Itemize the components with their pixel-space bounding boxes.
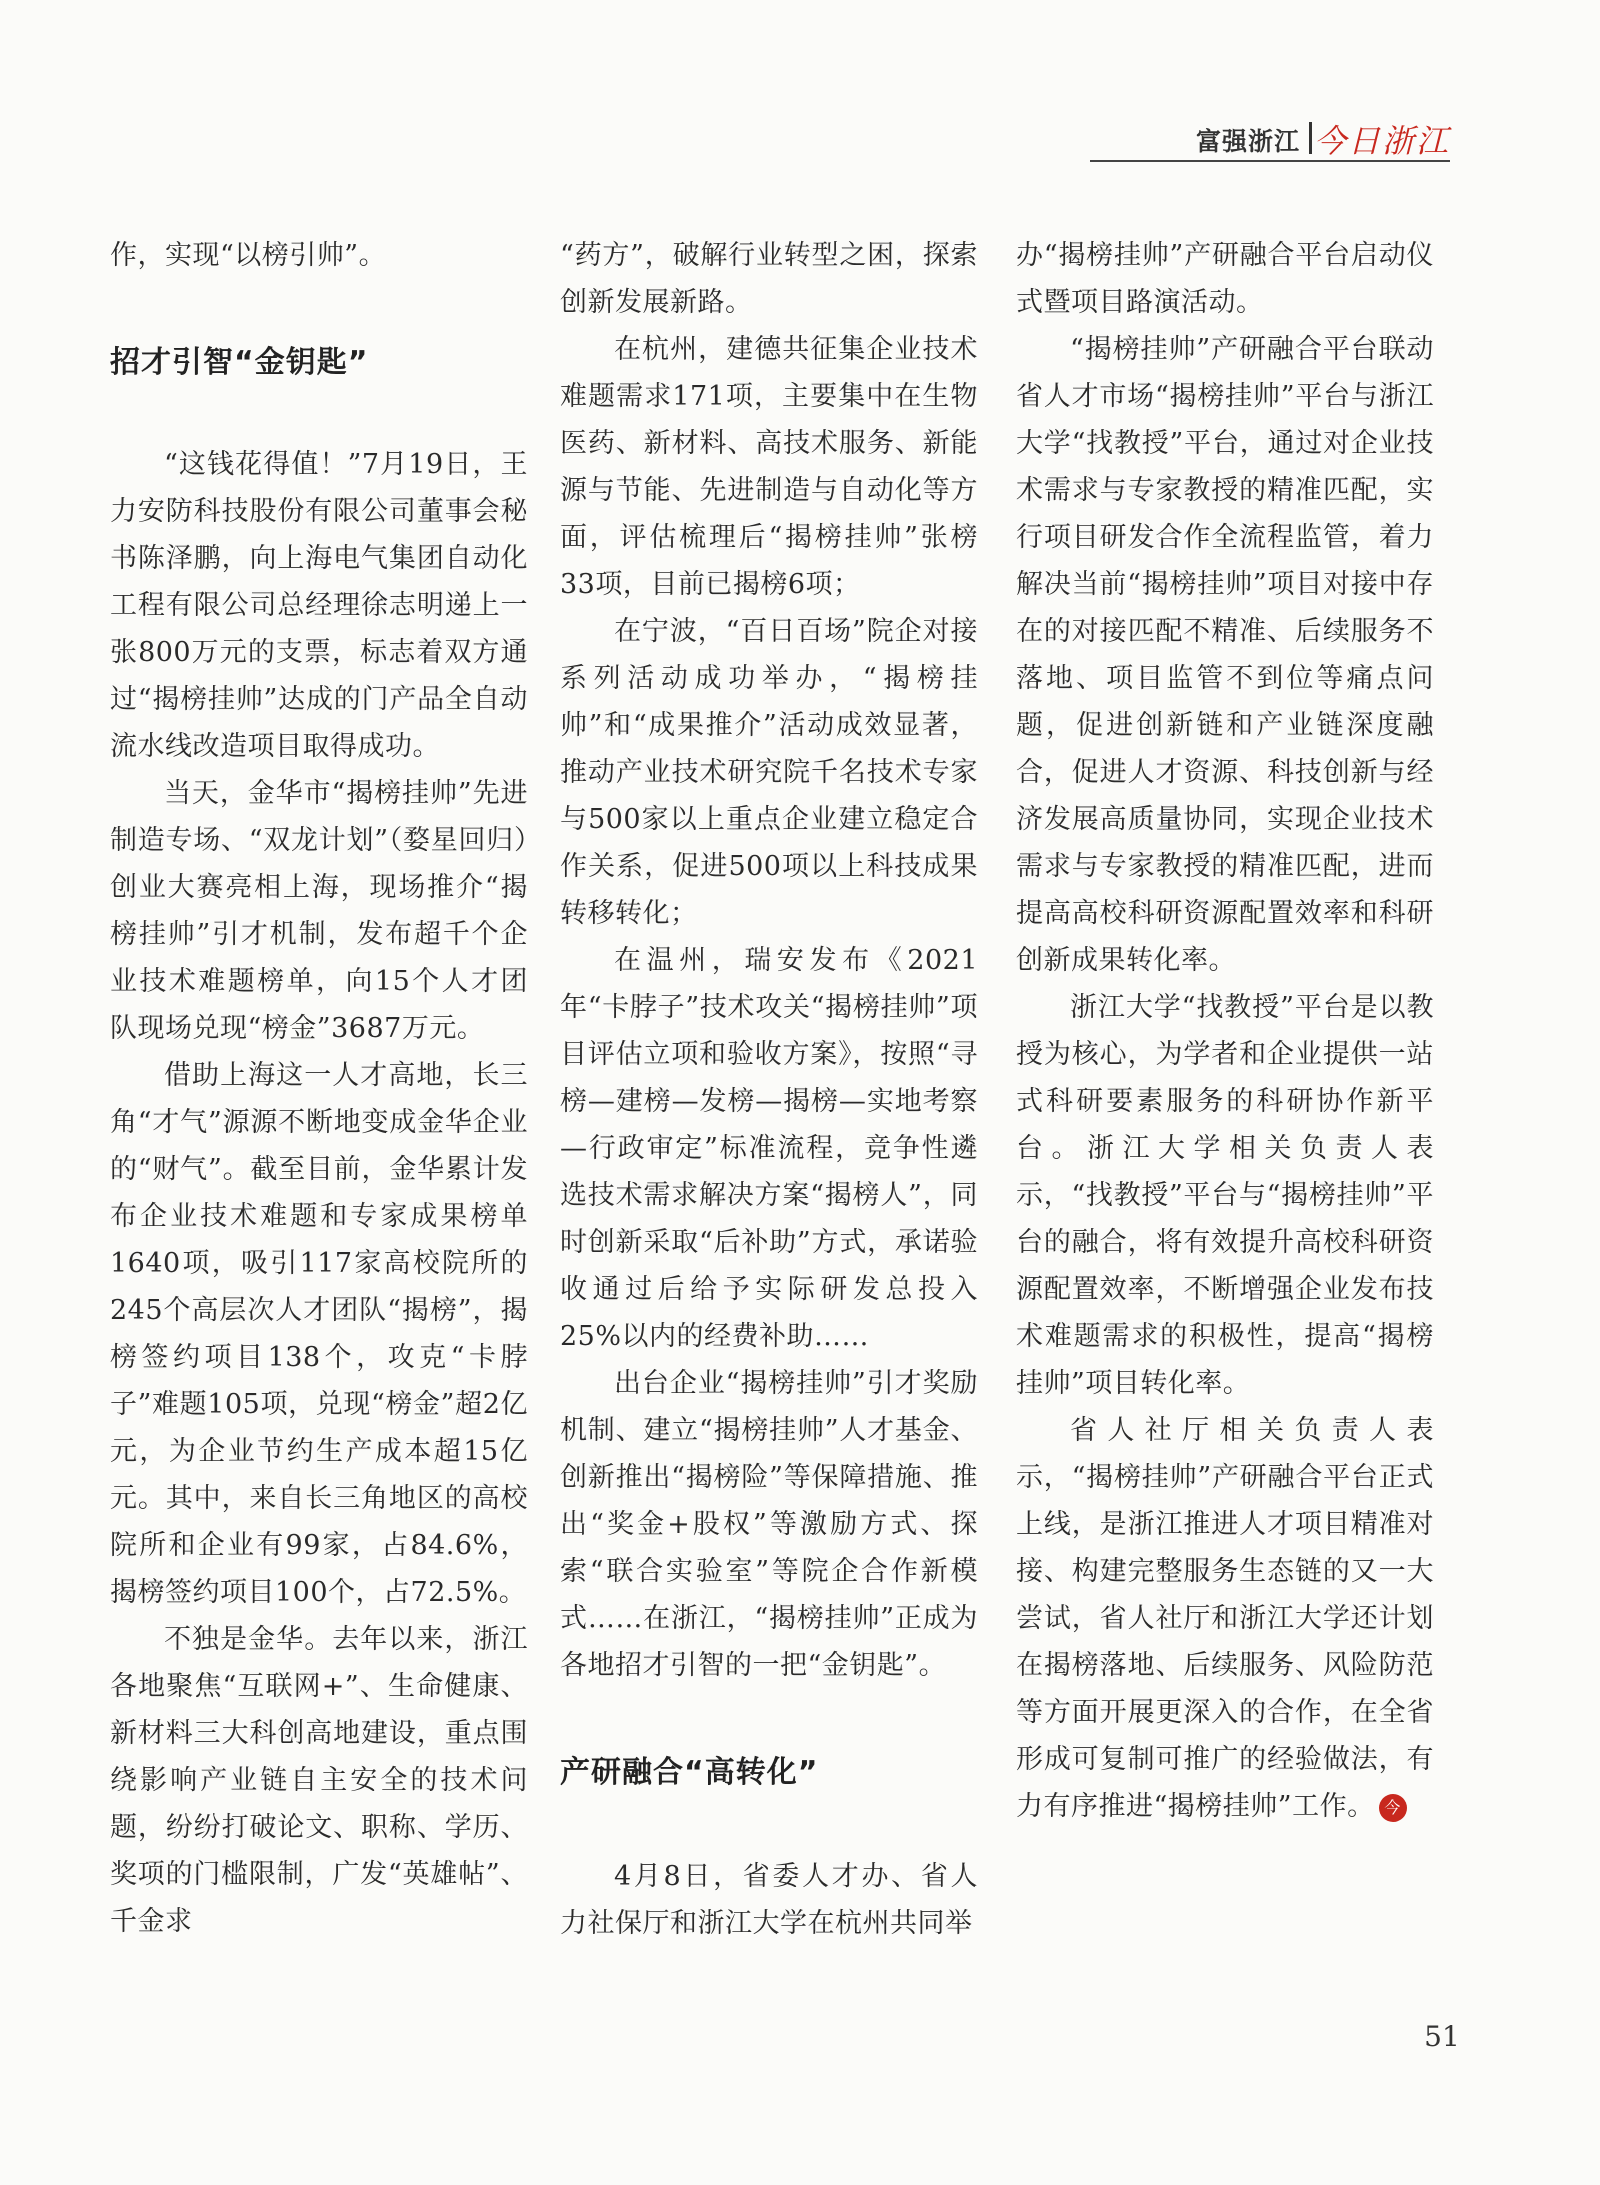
- paragraph: “药方”，破解行业转型之困，探索创新发展新路。: [560, 240, 978, 318]
- paragraph: 在宁波，“百日百场”院企对接系列活动成功举办，“揭榜挂帅”和“成果推介”活动成效显著，推动产业技术研究院千名技术专家与500家以上重点企业建立稳定合作关系，促进500项以上科技成果转移转化；: [560, 616, 978, 929]
- paragraph: 浙江大学“找教授”平台是以教授为核心，为学者和企业提供一站式科研要素服务的科研协作新平台。浙江大学相关负责人表示，“找教授”平台与“揭榜挂帅”平台的融合，将有效提升高校科研资源配置效率，不断增强企业发布技术难题需求的积极性，提高“揭榜挂帅”项目转化率。: [1016, 992, 1434, 1399]
- paragraph: 不独是金华。去年以来，浙江各地聚焦“互联网+”、生命健康、新材料三大科创高地建设，重点围绕影响产业链自主安全的技术问题，纷纷打破论文、职称、学历、奖项的门槛限制，广发“英雄帖”、千金求: [110, 1624, 528, 1937]
- end-mark-icon: 今: [1379, 1794, 1407, 1822]
- section-heading-recruit: 招才引智“金钥匙”: [110, 345, 369, 380]
- paragraph: “揭榜挂帅”产研融合平台联动省人才市场“揭榜挂帅”平台与浙江大学“找教授”平台，通过对企业技术需求与专家教授的精准匹配，实行项目研发合作全流程监管，着力解决当前“揭榜挂帅”项目对接中存在的对接匹配不精准、后续服务不落地、项目监管不到位等痛点问题，促进创新链和产业链深度融合，促进人才资源、科技创新与经济发展高质量协同，实现企业技术需求与专家教授的精准匹配，进而提高高校科研资源配置效率和科研创新成果转化率。: [1016, 334, 1434, 976]
- paragraph: 在温州，瑞安发布《2021年“卡脖子”技术攻关“揭榜挂帅”项目评估立项和验收方案》，按照“寻榜—建榜—发榜—揭榜—实地考察—行政审定”标准流程，竞争性遴选技术需求解决方案“揭榜人”，同时创新采取“后补助”方式，承诺验收通过后给予实际研发总投入25%以内的经费补助……: [560, 945, 978, 1352]
- column-1: [110, 232, 528, 1945]
- paragraph: 出台企业“揭榜挂帅”引才奖励机制、建立“揭榜挂帅”人才基金、创新推出“揭榜险”等保障措施、推出“奖金+股权”等激励方式、探索“联合实验室”等院企合作新模式……在浙江，“揭榜挂帅”正成为各地招才引智的一把“金钥匙”。: [560, 1368, 978, 1681]
- page-header: [1090, 118, 1450, 162]
- column-2: [560, 232, 978, 1947]
- header-rule: [1090, 160, 1450, 162]
- paragraph: 借助上海这一人才高地，长三角“才气”源源不断地变成金华企业的“财气”。截至目前，金华累计发布企业技术难题和专家成果榜单1640项，吸引117家高校院所的245个高层次人才团队“揭榜”，揭榜签约项目138个，攻克“卡脖子”难题105项，兑现“榜金”超2亿元，为企业节约生产成本超15亿元。其中，来自长三角地区的高校院所和企业有99家，占84.6%，揭榜签约项目100个，占72.5%。: [110, 1060, 528, 1608]
- paragraph-text: 省人社厅相关负责人表示，“揭榜挂帅”产研融合平台正式上线，是浙江推进人才项目精准对接、构建完整服务生态链的又一大尝试，省人社厅和浙江大学还计划在揭榜落地、后续服务、风险防范等方面开展更深入的合作，在全省形成可复制可推广的经验做法，有力有序推进“揭榜挂帅”工作。: [1016, 1415, 1434, 1822]
- paragraph: 当天，金华市“揭榜挂帅”先进制造专场、“双龙计划”（婺星回归）创业大赛亮相上海，现场推介“揭榜挂帅”引才机制，发布超千个企业技术难题榜单，向15个人才团队现场兑现“榜金”3687万元。: [110, 778, 528, 1044]
- paragraph: 在杭州，建德共征集企业技术难题需求171项，主要集中在生物医药、新材料、高技术服务、新能源与节能、先进制造与自动化等方面，评估梳理后“揭榜挂帅”张榜33项，目前已揭榜6项；: [560, 334, 978, 600]
- section-heading-integration: 产研融合“高转化”: [560, 1755, 819, 1790]
- column-3: [1016, 232, 1434, 1830]
- page-number: 51: [1424, 2020, 1460, 2053]
- paragraph: 4月8日，省委人才办、省人力社保厅和浙江大学在杭州共同举: [560, 1861, 978, 1939]
- section-title: 富强浙江: [1195, 127, 1300, 156]
- paragraph: 作，实现“以榜引帅”。: [110, 240, 387, 271]
- paragraph: [1016, 1407, 1434, 1830]
- header-divider: [1309, 122, 1312, 154]
- paragraph: “这钱花得值！”7月19日，王力安防科技股份有限公司董事会秘书陈泽鹏，向上海电气集团自动化工程有限公司总经理徐志明递上一张800万元的支票，标志着双方通过“揭榜挂帅”达成的门产品全自动流水线改造项目取得成功。: [110, 449, 528, 762]
- magazine-logo: 今日浙江: [1313, 122, 1450, 160]
- paragraph: 办“揭榜挂帅”产研融合平台启动仪式暨项目路演活动。: [1016, 240, 1434, 318]
